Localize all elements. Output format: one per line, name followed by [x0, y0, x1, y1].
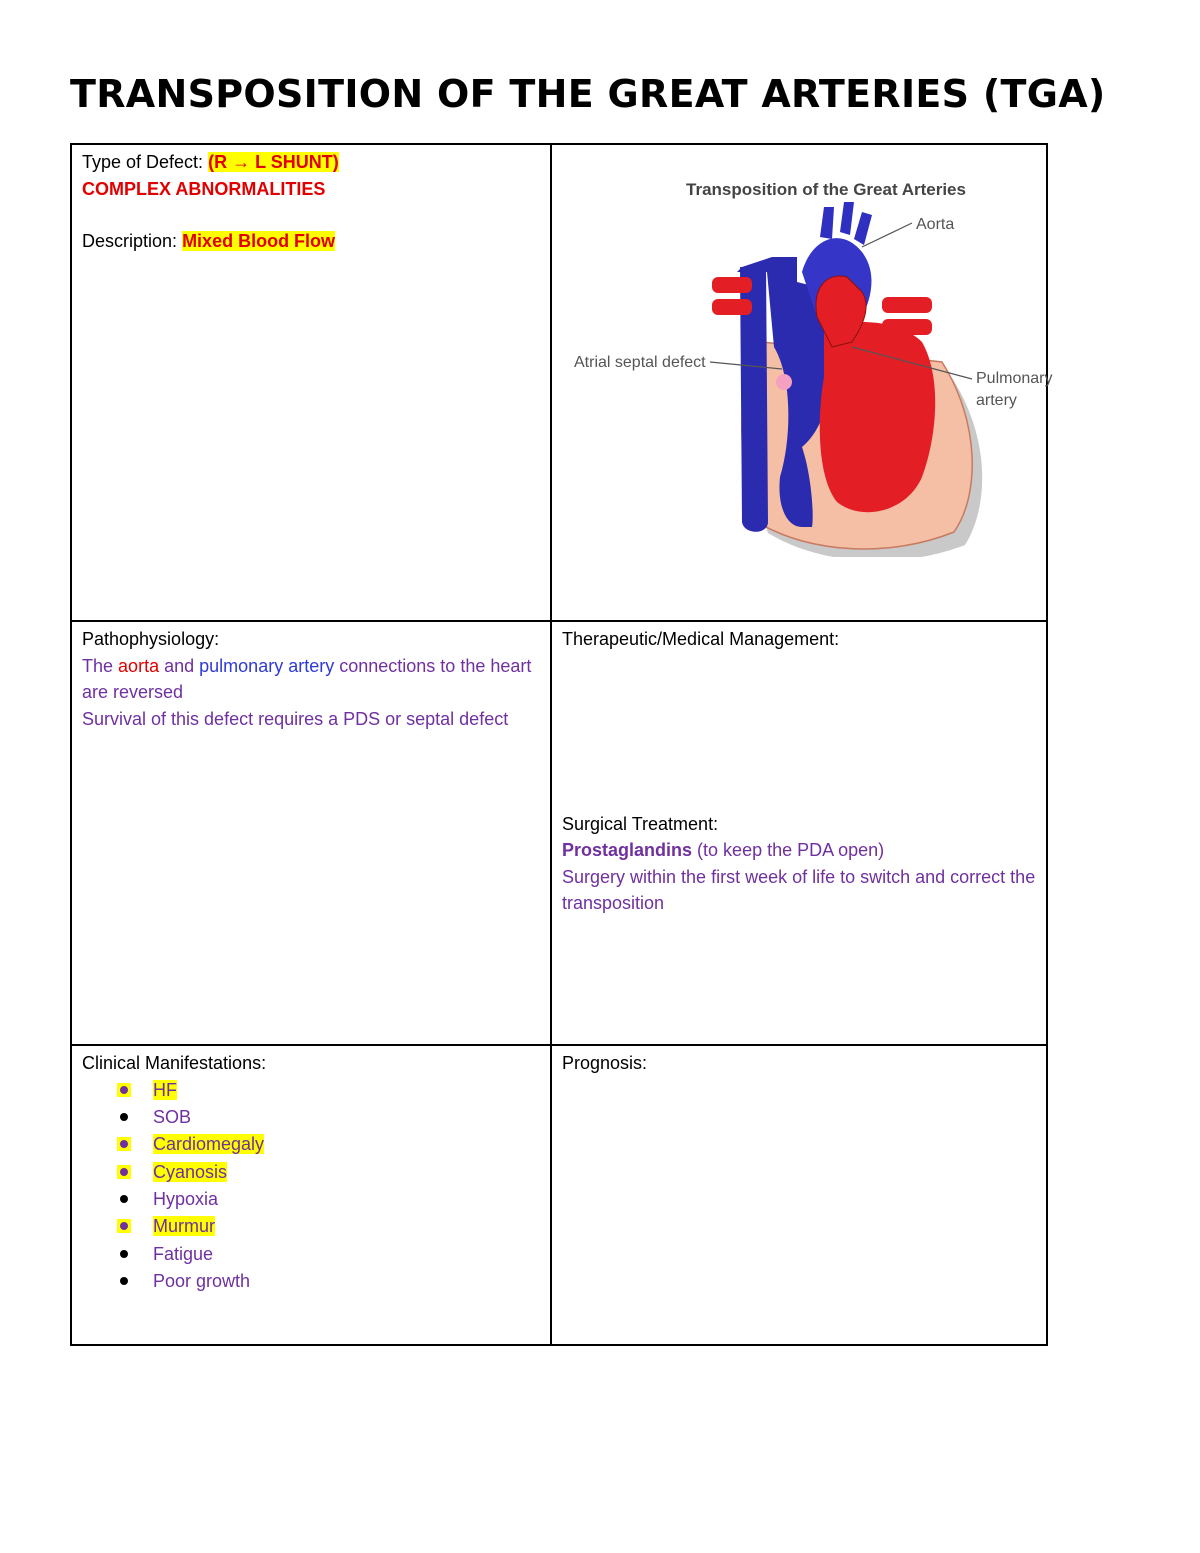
pathophysiology-label: Pathophysiology:	[82, 629, 220, 649]
clinical-manifestations-label: Clinical Manifestations:	[82, 1053, 267, 1073]
prognosis-label: Prognosis:	[562, 1053, 648, 1073]
label-aorta: Aorta	[916, 216, 955, 233]
pulmonary-branch-left-2	[712, 299, 752, 315]
aorta-leader	[862, 223, 912, 247]
list-item: Cardiomegaly	[82, 1131, 540, 1158]
diagram-title: Transposition of the Great Arteries	[686, 180, 966, 199]
list-item: Cyanosis	[82, 1159, 540, 1186]
description-label: Description:	[82, 231, 178, 251]
type-of-defect-line	[82, 149, 540, 176]
clinical-list	[82, 1077, 540, 1296]
surgery-text: Surgery within the first week of life to switch and correct the transposition	[562, 866, 1036, 913]
pulmonary-branch-right-2	[882, 319, 932, 335]
septal-defect-marker	[776, 374, 792, 390]
prostaglandins-note: (to keep the PDA open)	[697, 840, 885, 860]
prostaglandins: Prostaglandins	[562, 840, 693, 860]
pathophysiology-line-2: Survival of this defect requires a PDS or septal defect	[82, 708, 509, 729]
aorta-branches	[820, 202, 872, 245]
prognosis-cell	[551, 1045, 1047, 1345]
pathophysiology-line-1: The aorta and pulmonary artery connections to the heart are reversed	[82, 655, 532, 702]
aorta-word: aorta	[118, 655, 160, 676]
surgical-treatment-label: Surgical Treatment:	[562, 813, 719, 834]
complex-abnormalities: COMPLEX ABNORMALITIES	[82, 178, 326, 199]
list-item: SOB	[82, 1104, 540, 1131]
heart-diagram	[562, 177, 1062, 557]
list-item: Murmur	[82, 1213, 540, 1240]
label-pulmonary: Pulmonary	[976, 370, 1053, 387]
diagram-cell	[551, 144, 1053, 621]
page-title: TRANSPOSITION OF THE GREAT ARTERIES (TGA)	[70, 72, 1106, 116]
clinical-manifestations-cell	[71, 1045, 551, 1345]
shunt-value: (R → L SHUNT)	[208, 152, 339, 172]
list-item: Fatigue	[82, 1241, 540, 1268]
management-label: Therapeutic/Medical Management:	[562, 629, 840, 649]
type-of-defect-label: Type of Defect:	[82, 152, 204, 172]
tga-worksheet-table	[70, 143, 1053, 1346]
pulmonary-artery-word: pulmonary artery	[199, 655, 335, 676]
description-line	[82, 228, 540, 255]
list-item: Hypoxia	[82, 1186, 540, 1213]
description-value: Mixed Blood Flow	[182, 231, 336, 251]
label-atrial-septal-defect: Atrial septal defect	[574, 354, 706, 371]
list-item: HF	[82, 1077, 540, 1104]
pulmonary-branch-left	[712, 277, 752, 293]
pathophysiology-cell	[71, 621, 551, 1045]
defect-cell	[71, 144, 551, 621]
left-heart-red	[820, 322, 935, 512]
management-cell	[551, 621, 1047, 1045]
label-artery: artery	[976, 392, 1017, 409]
list-item: Poor growth	[82, 1268, 540, 1295]
pulmonary-branch-right	[882, 297, 932, 313]
prostaglandins-line	[562, 837, 1036, 864]
